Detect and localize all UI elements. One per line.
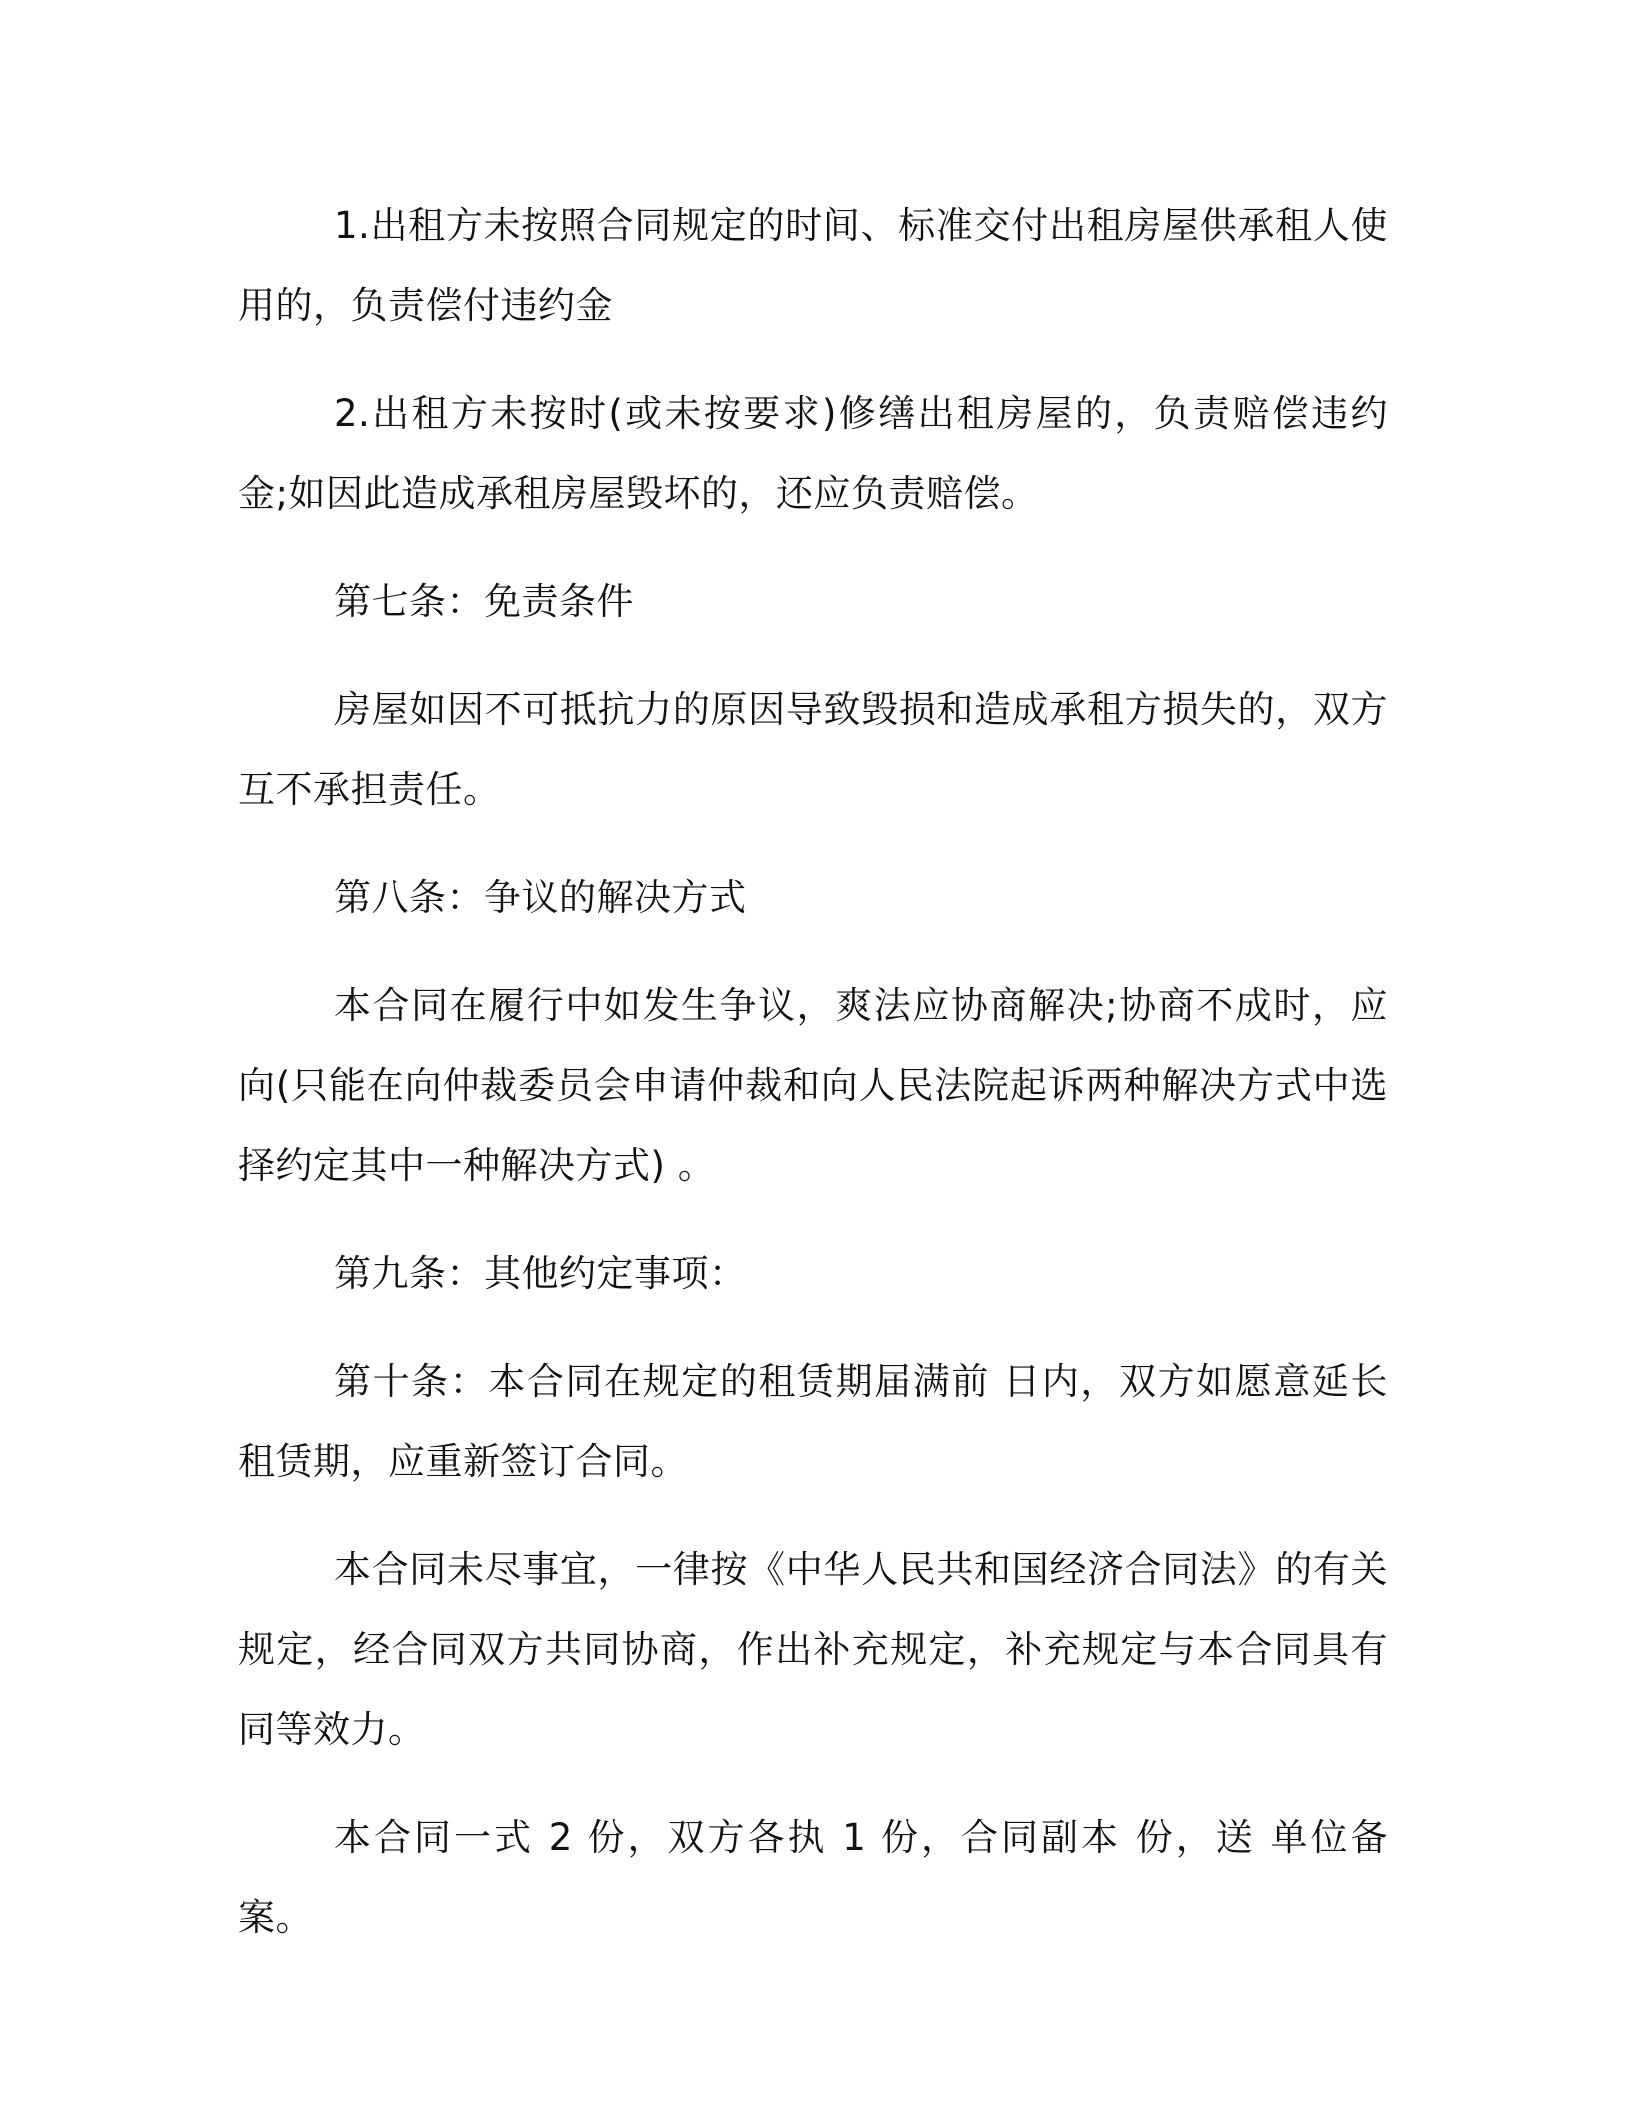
clause-paragraph: 本合同一式 2 份，双方各执 1 份，合同副本 份，送 单位备案。 <box>238 1816 1388 1939</box>
clause-paragraph: 本合同未尽事宜，一律按《中华人民共和国经济合同法》的有关规定，经合同双方共同协商，作出补充规定，补充规定与本合同具有同等效力。 <box>238 1548 1388 1751</box>
article-heading: 第九条：其他约定事项： <box>334 1252 747 1295</box>
clause-paragraph: 本合同在履行中如发生争议，爽法应协商解决;协商不成时，应向(只能在向仲裁委员会申请仲裁和向人民法院起诉两种解决方式中选择约定其中一种解决方式) 。 <box>238 984 1388 1187</box>
article-heading: 第八条：争议的解决方式 <box>334 876 747 919</box>
clause-paragraph: 房屋如因不可抵抗力的原因导致毁损和造成承租方损失的，双方互不承担责任。 <box>238 688 1388 811</box>
clause-paragraph: 2.出租方未按时(或未按要求)修缮出租房屋的，负责赔偿违约金;如因此造成承租房屋毁坏的，还应负责赔偿。 <box>238 392 1388 515</box>
document-body <box>238 186 1388 1986</box>
clause-paragraph: 1.出租方未按照合同规定的时间、标准交付出租房屋供承租人使用的，负责偿付违约金 <box>238 204 1388 327</box>
clause-paragraph: 第十条：本合同在规定的租赁期届满前 日内，双方如愿意延长租赁期，应重新签订合同。 <box>238 1360 1388 1483</box>
article-heading: 第七条：免责条件 <box>334 580 634 623</box>
